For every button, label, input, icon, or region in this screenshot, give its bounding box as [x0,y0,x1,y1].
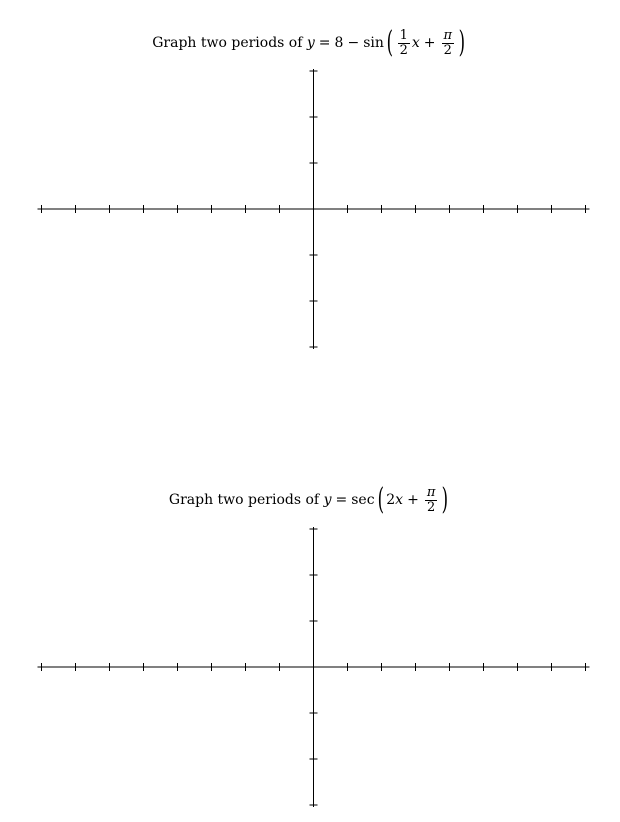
axes-1 [0,18,620,358]
function-name: sec [351,492,375,508]
plus-sign: + [423,35,436,51]
x-variable: x [395,492,404,508]
coefficient: 2 [386,492,396,508]
plus-sign: + [407,492,419,508]
y-variable: y [306,35,315,51]
x-variable: x [411,35,420,51]
right-paren: ) [441,482,449,517]
right-paren: ) [458,25,466,60]
axes-2 [0,476,620,816]
left-paren: ( [377,482,384,517]
fraction-numerator: π [426,484,436,500]
prompt-text: Graph two periods of [152,35,303,51]
problem-2 [0,476,620,816]
fraction-denominator: 2 [426,499,436,515]
fraction-denominator: 2 [399,42,408,58]
fraction-denominator: 2 [443,42,452,58]
prompt-text: Graph two periods of [168,492,320,508]
left-paren: ( [386,25,393,60]
y-variable: y [323,492,332,508]
function-name: sin [363,35,384,51]
equals-sign: = [335,492,348,508]
constant: 8 [334,35,344,51]
fraction-numerator: 1 [399,27,408,43]
problem-1 [0,18,620,358]
equals-sign: = [318,35,331,51]
minus-sign: − [347,35,360,51]
fraction-numerator: π [443,27,453,43]
